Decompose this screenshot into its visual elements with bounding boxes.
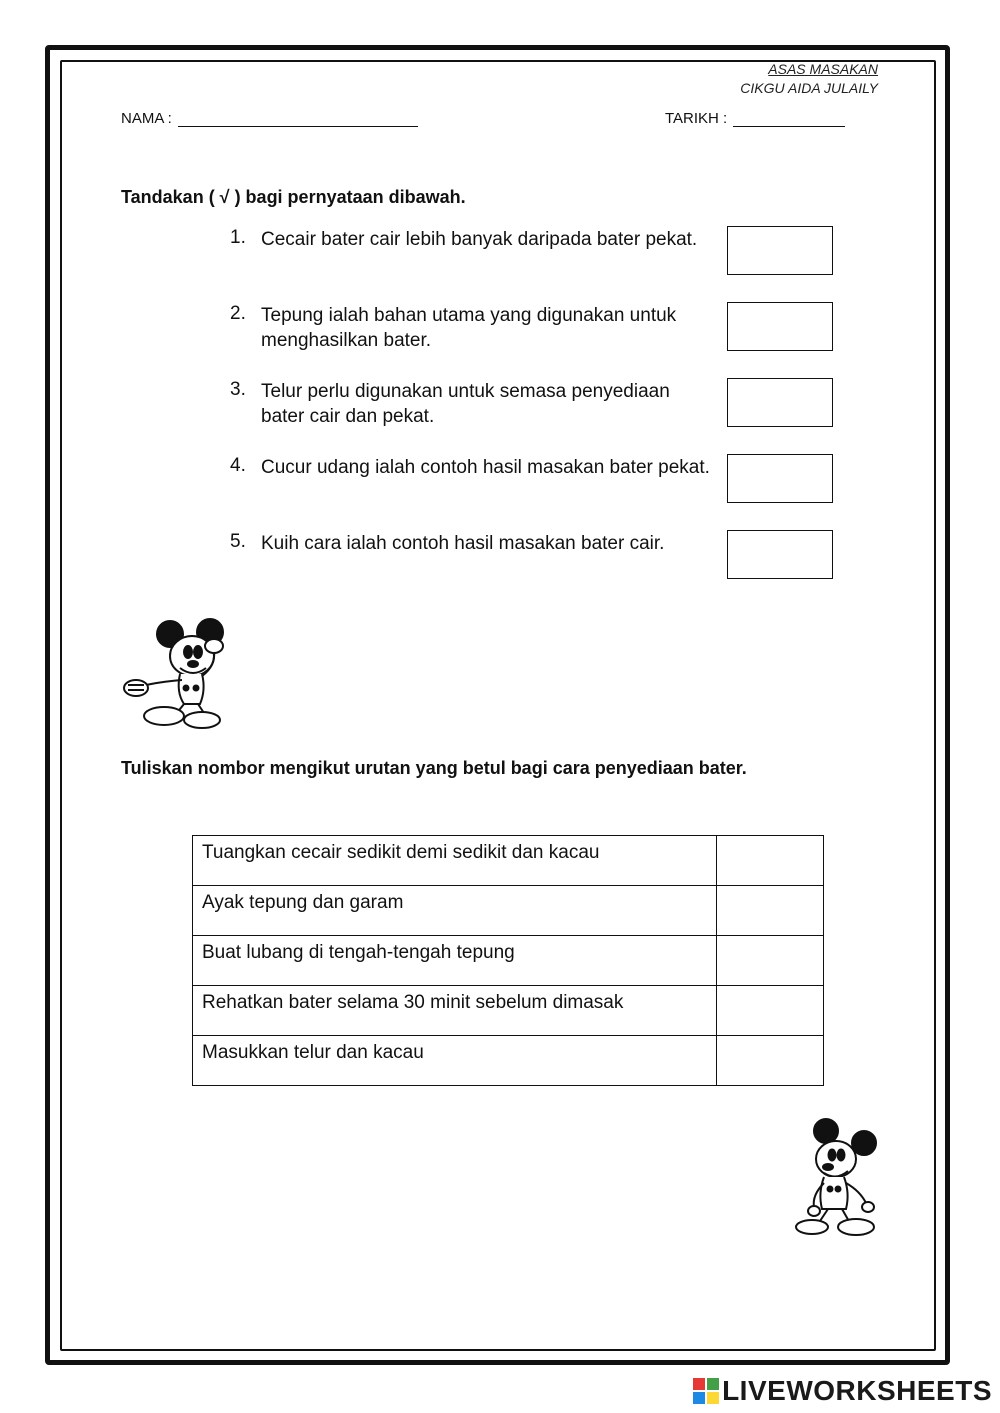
table-row (193, 986, 824, 1036)
date-label: TARIKH : (665, 110, 728, 127)
date-input-line[interactable] (733, 108, 845, 127)
statement-item (230, 454, 850, 530)
mickey-walking-illustration (790, 1115, 885, 1240)
order-answer-cell[interactable] (717, 886, 824, 936)
statement-text: Tepung ialah bahan utama yang digunakan untuk menghasilkan bater. (261, 305, 677, 351)
step-text: Tuangkan cecair sedikit demi sedikit dan kacau (193, 836, 717, 886)
subject-label: ASAS MASAKAN (768, 61, 878, 77)
table-row (193, 936, 824, 986)
ordering-table (192, 835, 824, 1086)
header-info (740, 60, 878, 98)
teacher-label: CIKGU AIDA JULAILY (740, 80, 878, 96)
statement-number: 4. (230, 455, 246, 476)
order-answer-cell[interactable] (717, 936, 824, 986)
order-answer-cell[interactable] (717, 986, 824, 1036)
statement-number: 1. (230, 227, 246, 248)
mickey-leaning-illustration (118, 612, 228, 732)
step-text: Ayak tepung dan garam (193, 886, 717, 936)
step-text: Buat lubang di tengah-tengah tepung (193, 936, 717, 986)
statement-number: 2. (230, 303, 246, 324)
section1-instruction: Tandakan ( √ ) bagi pernyataan dibawah. (121, 187, 466, 207)
name-input-line[interactable] (178, 108, 418, 127)
statement-text: Telur perlu digunakan untuk semasa penyediaan bater cair dan pekat. (261, 381, 670, 427)
table-row (193, 836, 824, 886)
tick-box[interactable] (727, 302, 833, 351)
liveworksheets-logo-icon (693, 1378, 719, 1404)
section2-instruction: Tuliskan nombor mengikut urutan yang betul bagi cara penyediaan bater. (121, 758, 747, 778)
statement-number: 5. (230, 531, 246, 552)
statement-text: Kuih cara ialah contoh hasil masakan bater cair. (261, 533, 665, 554)
tick-box[interactable] (727, 454, 833, 503)
date-field[interactable] (665, 108, 845, 127)
name-field[interactable] (121, 108, 418, 127)
tick-box[interactable] (727, 530, 833, 579)
brand-name: LIVEWORKSHEETS (722, 1375, 992, 1406)
tick-box[interactable] (727, 226, 833, 275)
tick-box[interactable] (727, 378, 833, 427)
statement-item (230, 378, 850, 454)
order-answer-cell[interactable] (717, 1036, 824, 1086)
statement-text: Cecair bater cair lebih banyak daripada bater pekat. (261, 229, 698, 250)
liveworksheets-brand (693, 1375, 992, 1407)
statement-item (230, 530, 850, 606)
statement-item (230, 302, 850, 378)
step-text: Masukkan telur dan kacau (193, 1036, 717, 1086)
name-label: NAMA : (121, 110, 172, 127)
table-row (193, 1036, 824, 1086)
statement-list (230, 226, 850, 606)
statement-text: Cucur udang ialah contoh hasil masakan bater pekat. (261, 457, 710, 478)
statement-number: 3. (230, 379, 246, 400)
statement-item (230, 226, 850, 302)
step-text: Rehatkan bater selama 30 minit sebelum dimasak (193, 986, 717, 1036)
order-answer-cell[interactable] (717, 836, 824, 886)
table-row (193, 886, 824, 936)
